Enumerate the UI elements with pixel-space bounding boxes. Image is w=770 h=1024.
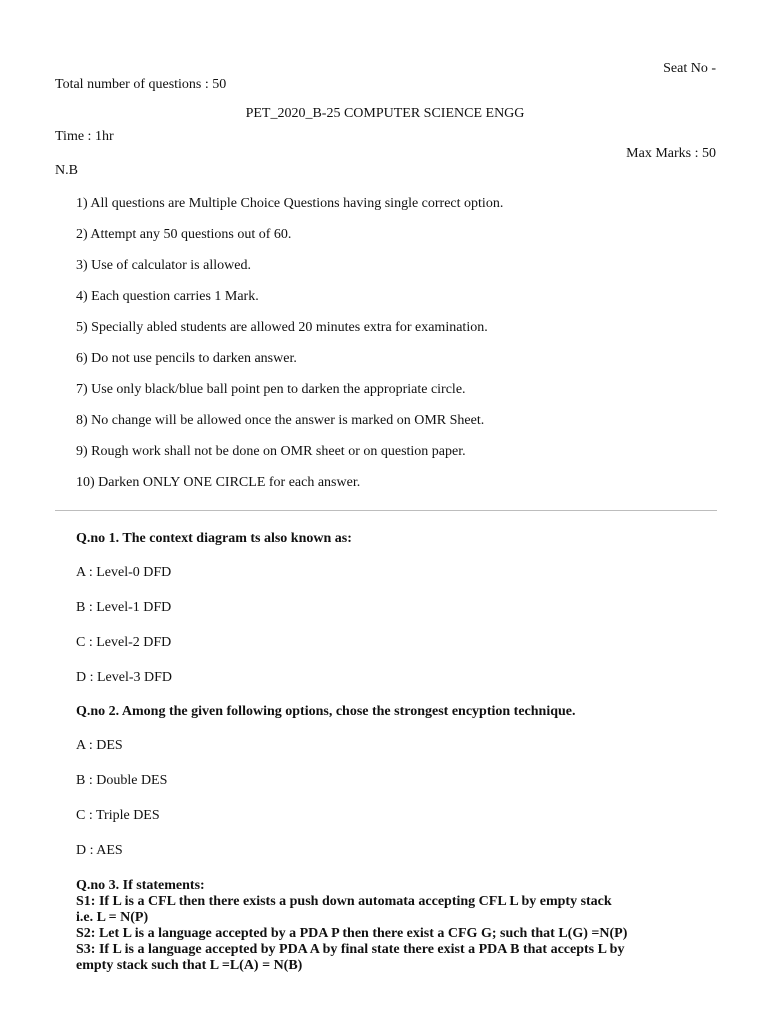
exam-time: Time : 1hr	[55, 129, 114, 144]
question-3	[76, 878, 701, 974]
question-options	[76, 738, 576, 859]
instruction-item: 1) All questions are Multiple Choice Questions having single correct option.	[76, 196, 504, 211]
option-a: A : Level-0 DFD	[76, 565, 172, 580]
instruction-item: 2) Attempt any 50 questions out of 60.	[76, 227, 292, 242]
statement-line: S3: If L is a language accepted by PDA A by final state there exist a PDA B that accepts L by	[76, 942, 625, 957]
question-heading: Q.no 3. If statements:	[76, 878, 205, 893]
section-divider	[55, 510, 717, 511]
question-heading: Q.no 1. The context diagram ts also known as:	[76, 531, 352, 546]
option-b: B : Double DES	[76, 773, 168, 788]
max-marks: Max Marks : 50	[626, 146, 716, 161]
instruction-item: 4) Each question carries 1 Mark.	[76, 289, 259, 304]
instructions-list	[76, 196, 503, 506]
total-questions: Total number of questions : 50	[55, 77, 227, 92]
question-1	[76, 531, 352, 686]
statement-line: S2: Let L is a language accepted by a PDA P then there exist a CFG G; such that L(G) =N(P)	[76, 926, 628, 941]
statement-line: empty stack such that L =L(A) = N(B)	[76, 958, 303, 973]
option-b: B : Level-1 DFD	[76, 600, 172, 615]
statement-line: i.e. L = N(P)	[76, 910, 149, 925]
option-d: D : Level-3 DFD	[76, 670, 173, 685]
exam-title: PET_2020_B-25 COMPUTER SCIENCE ENGG	[245, 106, 525, 121]
instruction-item: 10) Darken ONLY ONE CIRCLE for each answer.	[76, 475, 361, 490]
nb-label: N.B	[55, 163, 78, 178]
seat-number: Seat No -	[663, 61, 716, 76]
option-a: A : DES	[76, 738, 123, 753]
instruction-item: 5) Specially abled students are allowed 20 minutes extra for examination.	[76, 320, 488, 335]
statement-line: S1: If L is a CFL then there exists a push down automata accepting CFL L by empty stack	[76, 894, 612, 909]
option-c: C : Triple DES	[76, 808, 160, 823]
instruction-item: 6) Do not use pencils to darken answer.	[76, 351, 297, 366]
option-d: D : AES	[76, 843, 123, 858]
instruction-item: 7) Use only black/blue ball point pen to darken the appropriate circle.	[76, 382, 466, 397]
question-heading: Q.no 2. Among the given following options, chose the strongest encyption technique.	[76, 704, 576, 719]
instruction-item: 9) Rough work shall not be done on OMR sheet or on question paper.	[76, 444, 466, 459]
question-options	[76, 565, 352, 686]
instruction-item: 3) Use of calculator is allowed.	[76, 258, 251, 273]
instruction-item: 8) No change will be allowed once the answer is marked on OMR Sheet.	[76, 413, 485, 428]
question-2	[76, 704, 576, 859]
option-c: C : Level-2 DFD	[76, 635, 172, 650]
